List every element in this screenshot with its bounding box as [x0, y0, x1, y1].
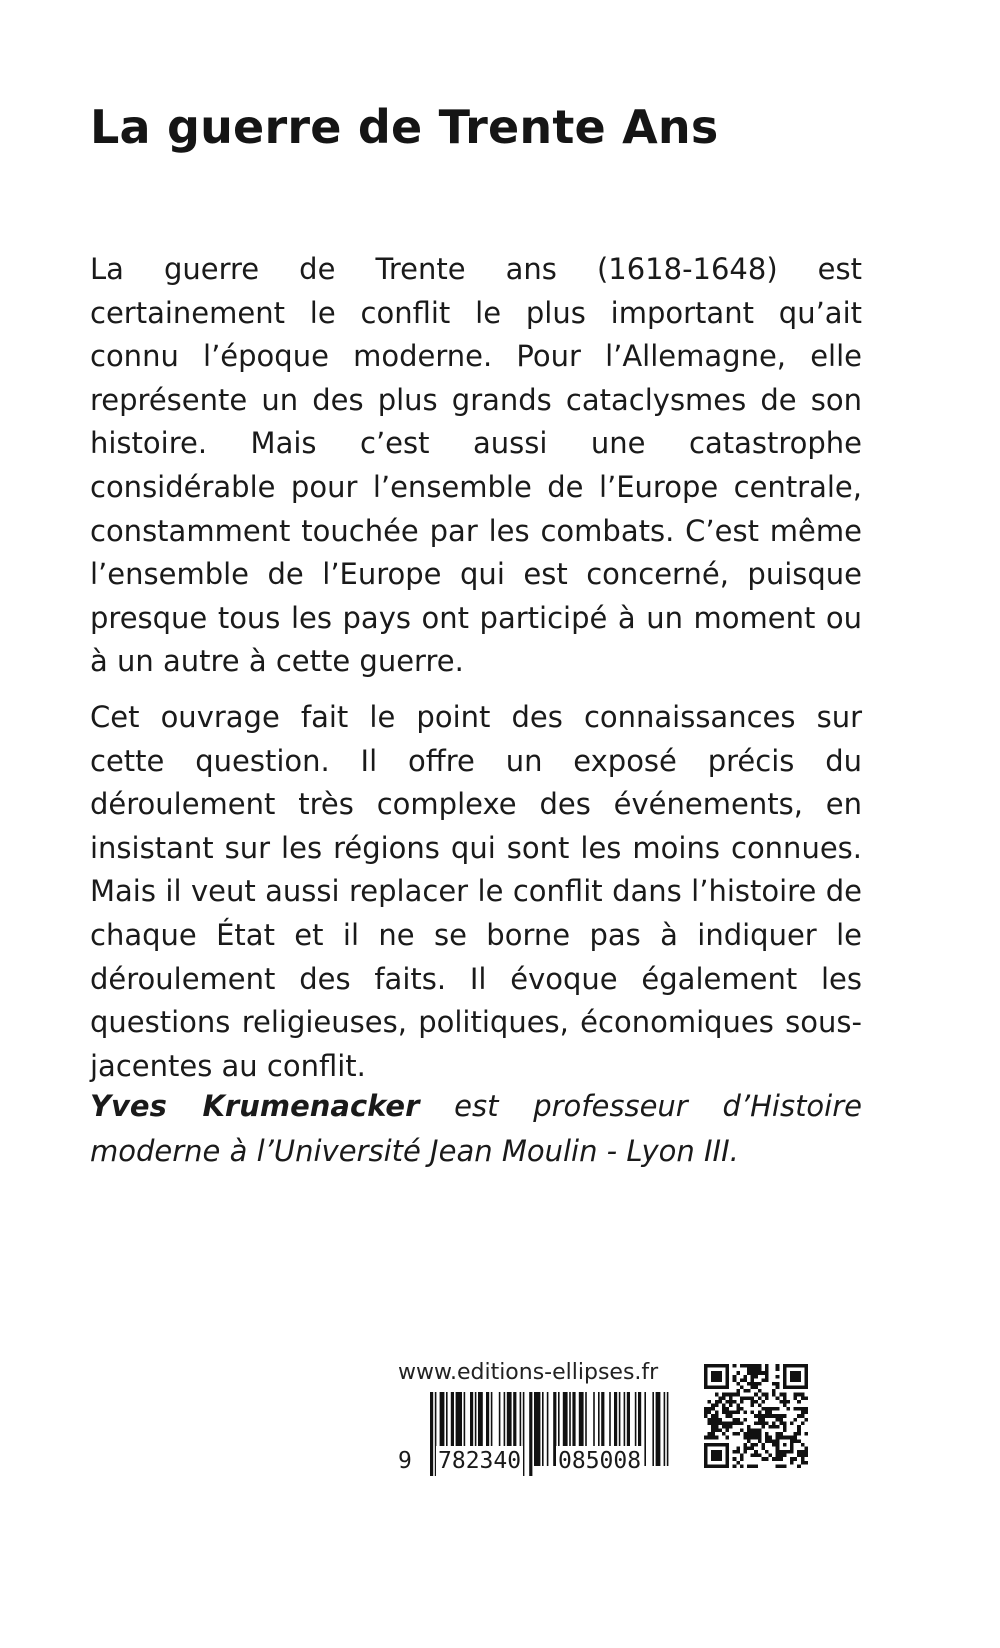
- barcode-digit-group-2: 085008: [558, 1448, 642, 1474]
- author-name: Yves Krumenacker: [90, 1089, 420, 1123]
- summary-paragraph-1: La guerre de Trente ans (1618-1648) est certainement le conflit le plus important qu’ait connu l’époque moderne. Pour l’Allemagne, elle représente un des plus grands cataclysmes de son histoire. Mais c’est aussi une catastrophe considérable pour l’ensemble de l’Europe centrale, constamment touchée par les combats. C’est même l’ensemble de l’Europe qui est concerné, puisque presque tous les pays ont participé à un moment ou à un autre à cette guerre.: [90, 252, 862, 679]
- book-title: La guerre de Trente Ans: [90, 100, 719, 154]
- barcode-digit-group-1: 782340: [438, 1448, 522, 1474]
- qr-code-icon: [704, 1364, 808, 1468]
- publisher-website[interactable]: www.editions-ellipses.fr: [398, 1360, 659, 1385]
- author-note: [90, 1084, 862, 1174]
- summary-text: [90, 248, 862, 1100]
- barcode-lead-digit: 9: [398, 1448, 412, 1474]
- barcode-digits: [396, 1446, 674, 1476]
- summary-paragraph-2: Cet ouvrage fait le point des connaissances sur cette question. Il offre un exposé précis du déroulement très complexe des événements, en insistant sur les régions qui sont les moins connues. Mais il veut aussi replacer le conflit dans l’histoire de chaque État et il ne se borne pas à indiquer le déroulement des faits. Il évoque également les questions religieuses, politiques, économiques sous-jacentes au conflit.: [90, 699, 862, 1083]
- author-description: est professeur d’Histoire moderne à l’Université Jean Moulin - Lyon III.: [90, 1089, 862, 1168]
